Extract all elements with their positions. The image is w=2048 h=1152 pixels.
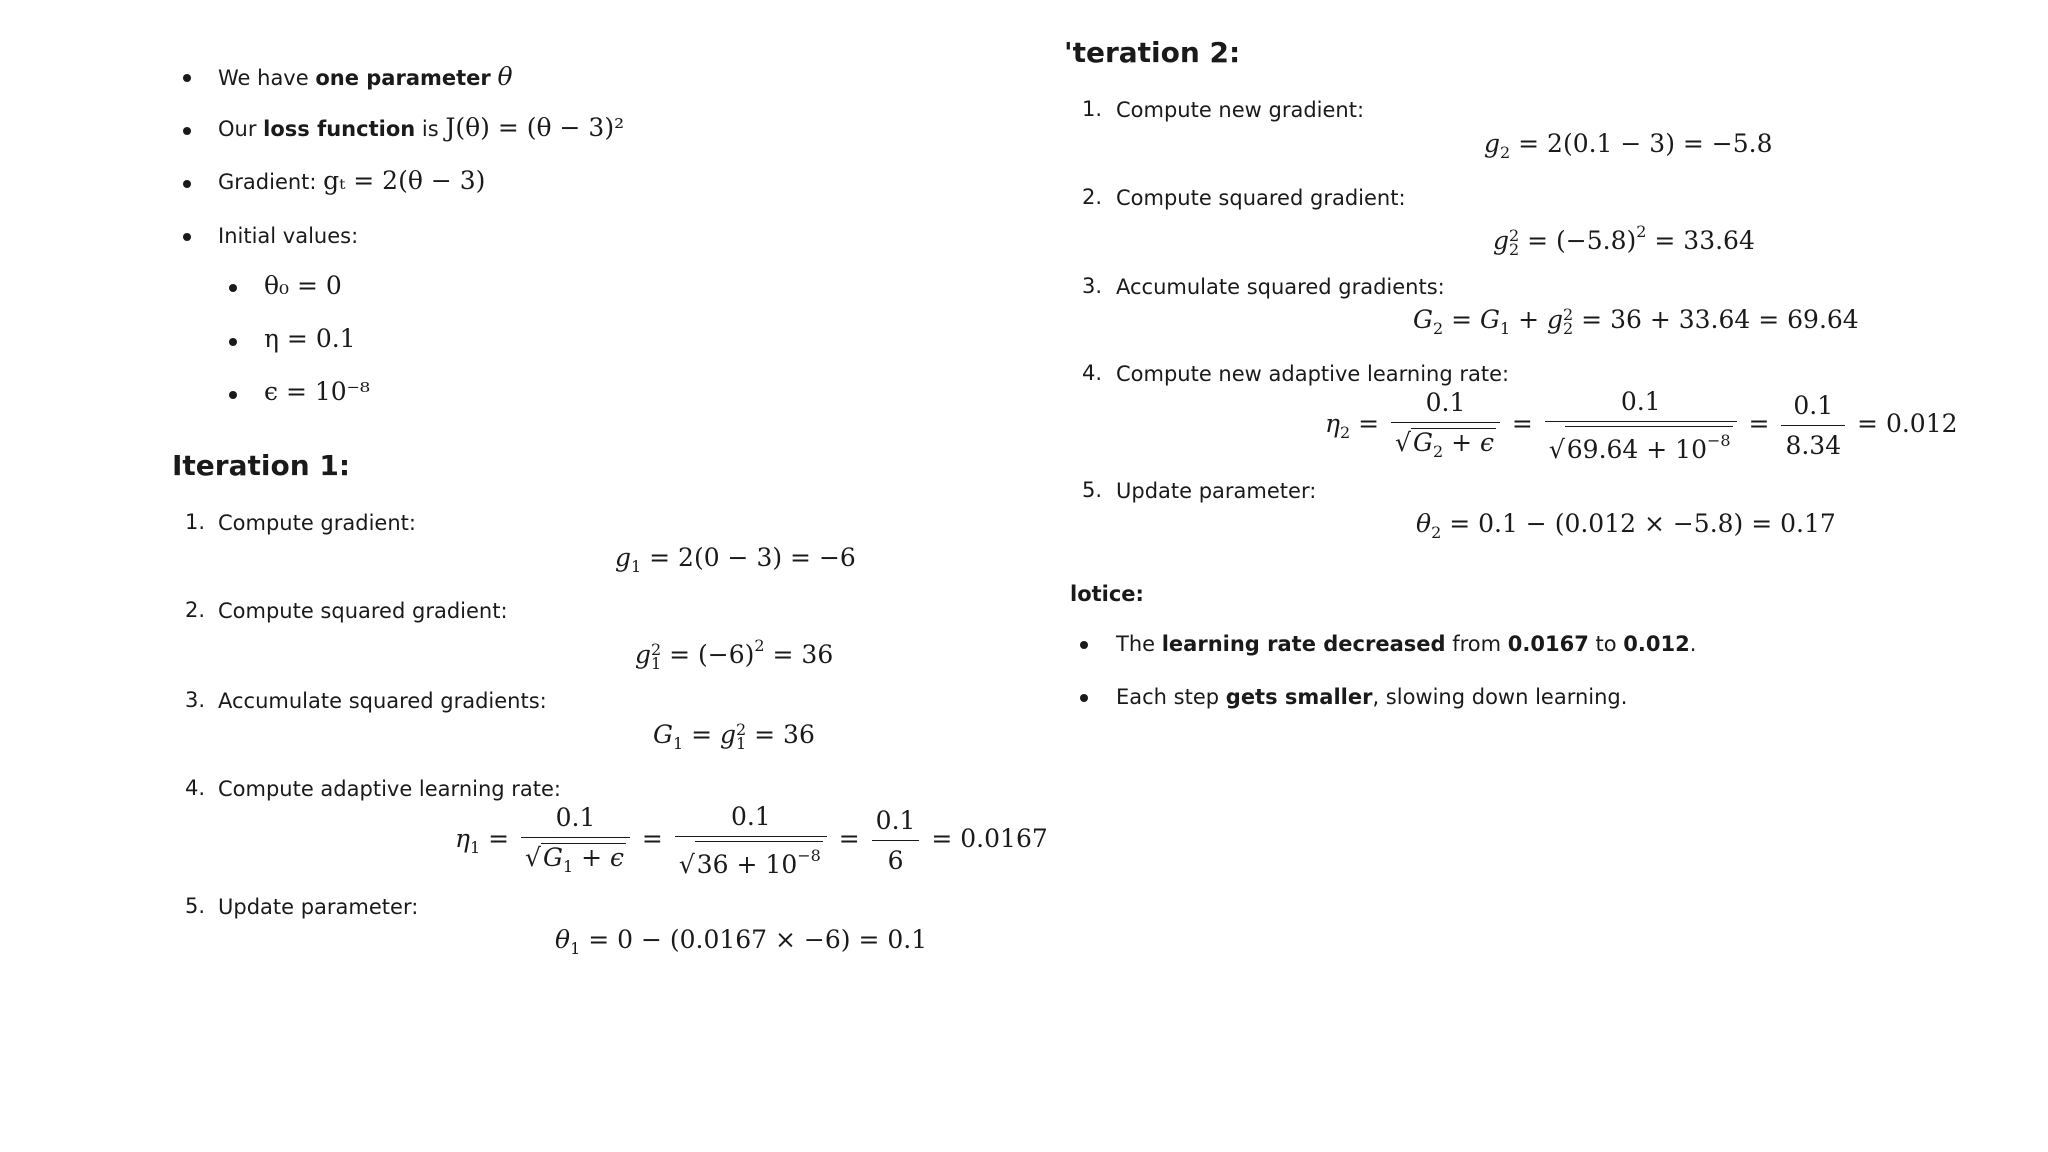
bullet [183,74,191,82]
iteration1-step3-eq: $G_1 = g$ 2 1 = 36 [653,719,815,753]
iteration1-step3-label: Accumulate squared gradients: [218,689,547,713]
iteration2-step5-eq: $\theta_2 = 0.1 - (0.012 \times -5.8) = 0.17$ [1416,509,1836,542]
iteration1-step1-label: Compute gradient: [218,511,416,535]
iteration1-step2-label: Compute squared gradient: [218,599,508,623]
bullet [183,127,191,135]
iteration2-step4-label: Compute new adaptive learning rate: [1116,362,1510,386]
iteration2-step3-eq: $G_2 = G_1 + g$ 2 2 = 36 + 33.64 = 69.64 [1413,304,1859,338]
initial-theta: θ₀ = 0 [264,271,342,300]
iteration2-step2-eq: g 2 2 = $(-5.8)^2 = 33.64$ [1493,222,1755,259]
step-number: 5. [1082,478,1103,502]
step-number: 4. [1082,361,1103,385]
iteration1-step1-eq: $g_1 = 2(0 - 3) = -6$ [615,543,856,576]
notice-item-2: Each step gets smaller, slowing down learning. [1116,685,1628,709]
step-number: 2. [185,598,206,622]
step-number: 1. [1082,97,1103,121]
iteration2-title: 'teration 2: [1064,36,1241,69]
intro-math-3: gₜ = 2(θ − 3) [323,166,486,195]
notice-item-1: The learning rate decreased from 0.0167 to 0.012. [1116,632,1697,656]
iteration1-step2-eq: g 2 1 = $(-6)^2 = 36$ [635,636,834,673]
iteration2-step2-label: Compute squared gradient: [1116,186,1406,210]
iteration1-step4-label: Compute adaptive learning rate: [218,777,562,801]
step-number: 3. [185,688,206,712]
intro-item-2: Our loss function is J(θ) = (θ − 3)² [218,113,625,142]
step-number: 2. [1082,185,1103,209]
initial-epsilon: ϵ = 10⁻⁸ [264,377,370,406]
bullet [229,391,237,399]
iteration2-step5-label: Update parameter: [1116,479,1317,503]
notice-title: lotice: [1070,582,1144,606]
bullet [1080,694,1088,702]
bullet [183,233,191,241]
iteration1-step5-label: Update parameter: [218,895,419,919]
intro-item-1: We have one parameter θ [218,62,513,91]
step-number: 1. [185,510,206,534]
bullet [229,338,237,346]
step-number: 5. [185,894,206,918]
iteration1-title: Iteration 1: [172,449,351,482]
intro-item-4: Initial values: [218,224,359,248]
iteration2-step4-eq: $\eta_2$ = $\frac{0.1}{√G_2 + \epsilon}$ = $\frac{0.1}{√69.64 + 10^{-8}}$ = $\frac{0.1}{8.34}$ = 0.012 [1325,387,1958,464]
step-number: 4. [185,776,206,800]
iteration2-step3-label: Accumulate squared gradients: [1116,275,1445,299]
bullet [1080,641,1088,649]
intro-item-3: Gradient: gₜ = 2(θ − 3) [218,166,486,195]
bullet [183,180,191,188]
intro-math-1: θ [497,62,513,91]
initial-eta: η = 0.1 [264,324,356,353]
iteration1-step4-eq: $\eta_1$ = $\frac{0.1}{√G_1 + \epsilon}$ = $\frac{0.1}{√36 + 10^{-8}}$ = $\frac{0.1}{6}$ = 0.0167 [455,802,1048,879]
step-number: 3. [1082,274,1103,298]
bullet [229,284,237,292]
iteration1-step5-eq: $\theta_1 = 0 - (0.0167 \times -6) = 0.1$ [555,925,928,958]
intro-math-2: J(θ) = (θ − 3)² [445,113,625,142]
iteration2-step1-eq: $g_2 = 2(0.1 - 3) = -5.8$ [1484,129,1773,162]
iteration2-step1-label: Compute new gradient: [1116,98,1365,122]
